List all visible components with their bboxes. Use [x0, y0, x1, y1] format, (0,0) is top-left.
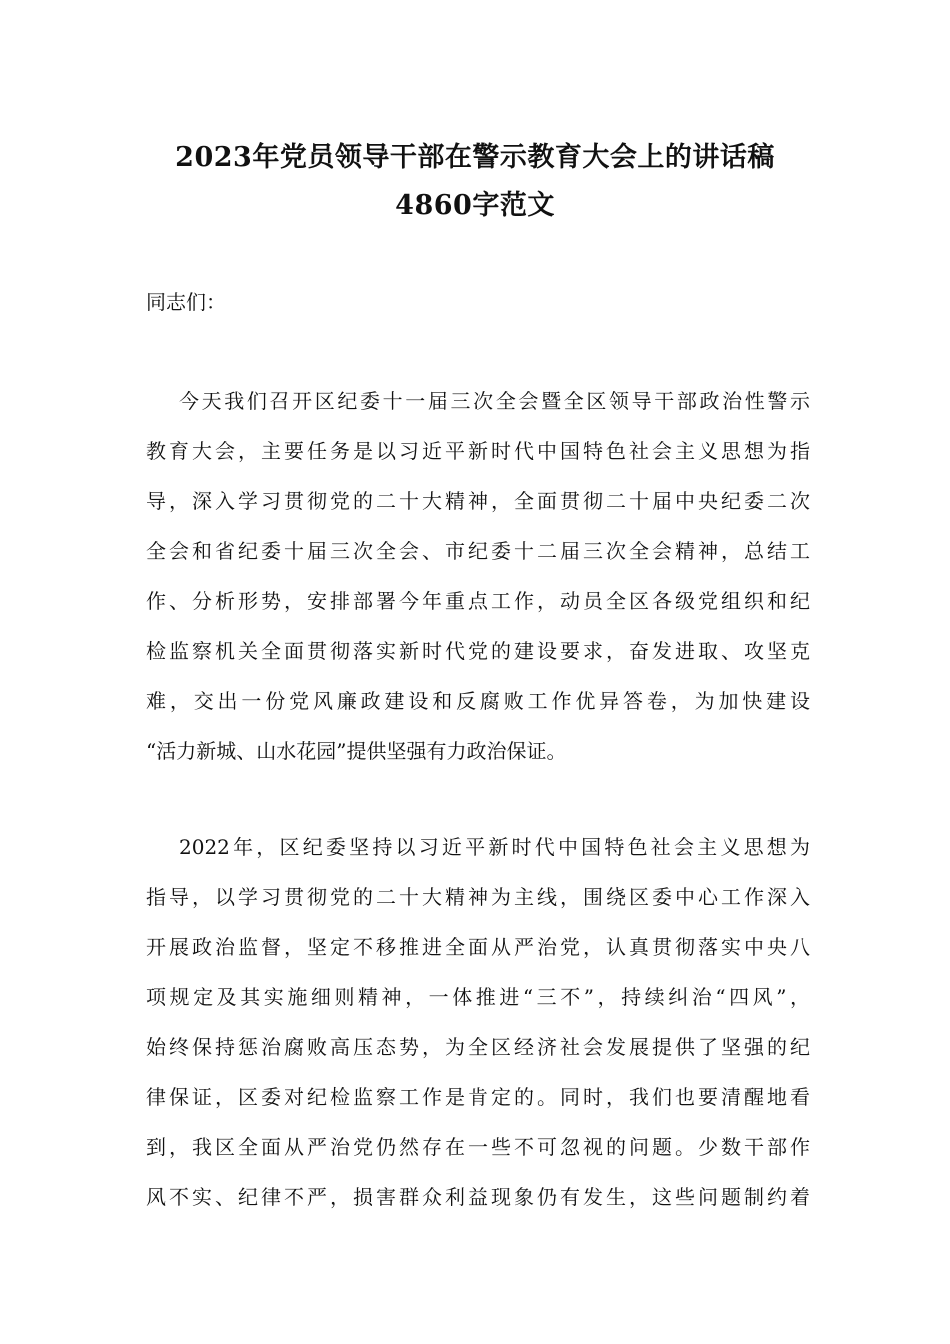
paragraph-line: “活力新城、山水花园”提供坚强有力政治保证。: [146, 739, 567, 763]
paragraph-line: 始终保持惩治腐败高压态势，为全区经济社会发展提供了坚强的纪: [146, 1035, 810, 1059]
paragraph-line: 导，深入学习贯彻党的二十大精神，全面贯彻二十届中央纪委二次: [146, 489, 810, 513]
paragraph-line: 开展政治监督，坚定不移推进全面从严治党，认真贯彻落实中央八: [146, 935, 810, 959]
paragraph-line: 难，交出一份党风廉政建设和反腐败工作优异答卷，为加快建设: [146, 689, 810, 713]
document-title-line-1: 2023年党员领导干部在警示教育大会上的讲话稿: [175, 142, 775, 173]
paragraph-line: 律保证，区委对纪检监察工作是肯定的。同时，我们也要清醒地看: [146, 1085, 810, 1109]
paragraph-line: 今天我们召开区纪委十一届三次全会暨全区领导干部政治性警示: [179, 389, 810, 413]
greeting: 同志们：: [146, 290, 226, 314]
paragraph-line: 全会和省纪委十届三次全会、市纪委十二届三次全会精神，总结工: [146, 539, 810, 563]
paragraph-line: 2022年，区纪委坚持以习近平新时代中国特色社会主义思想为: [179, 835, 810, 859]
paragraph-line: 检监察机关全面贯彻落实新时代党的建设要求，奋发进取、攻坚克: [146, 639, 810, 663]
paragraph-line: 到，我区全面从严治党仍然存在一些不可忽视的问题。少数干部作: [146, 1135, 810, 1159]
paragraph-1: [146, 376, 810, 776]
paragraph-line: 指导，以学习贯彻党的二十大精神为主线，围绕区委中心工作深入: [146, 885, 810, 909]
paragraph-line: 教育大会，主要任务是以习近平新时代中国特色社会主义思想为指: [146, 439, 810, 463]
document-title-line-2: 4860字范文: [395, 190, 555, 221]
paragraph-2: [146, 822, 810, 1222]
paragraph-line: 风不实、纪律不严，损害群众利益现象仍有发生，这些问题制约着: [146, 1185, 810, 1209]
paragraph-line: 作、分析形势，安排部署今年重点工作，动员全区各级党组织和纪: [146, 589, 810, 613]
paragraph-line: 项规定及其实施细则精神，一体推进“三不”，持续纠治“四风”，: [146, 985, 810, 1009]
